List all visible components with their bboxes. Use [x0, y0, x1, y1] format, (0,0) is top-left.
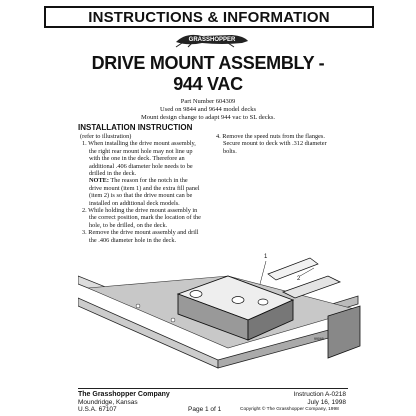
- figure-label-2: 2: [297, 276, 301, 282]
- grasshopper-logo: [172, 30, 252, 48]
- figure-label-1: 1: [264, 254, 268, 260]
- step-4: 4. Remove the speed nuts from the flanges. Secure mount to deck with .312 diameter bolts.: [216, 133, 327, 155]
- section-heading: INSTALLATION INSTRUCTION: [78, 123, 193, 132]
- company-country: U.S.A. 67107: [78, 406, 117, 414]
- note-label: NOTE:: [89, 177, 109, 185]
- logo-wordmark: GRASSHOPPER: [188, 37, 236, 43]
- part-number: Part Number 604309: [180, 98, 236, 105]
- footer-divider: [78, 388, 348, 389]
- instructions-right-column: [214, 133, 342, 155]
- note: [80, 177, 202, 207]
- footer-address: [78, 391, 170, 414]
- note-text: The reason for the notch in the drive mount (item 1) and the extra fill panel (item 2) is so that the drive mount can be installed on additional deck models.: [89, 177, 200, 207]
- banner-title: INSTRUCTIONS & INFORMATION: [88, 8, 330, 26]
- design-change: Mount design change to adapt 944 vac to SL decks.: [140, 114, 276, 121]
- company-city: Moundridge, Kansas: [78, 398, 138, 406]
- page-title-line2: 944 VAC: [173, 74, 243, 94]
- instructions-left-column: [80, 133, 202, 244]
- step-1: 1. When installing the drive mount assembly, the right rear mount hole may not line up with the one in the deck. Therefore an additional .406 diameter hole needs to be drilled in the deck.: [82, 140, 196, 178]
- drive-mount-illustration: [78, 236, 368, 376]
- figure-code: 99069: [314, 337, 324, 341]
- instruction-number: Instruction A-0218: [293, 391, 346, 398]
- used-on: Used on 9844 and 9644 model decks: [159, 106, 257, 113]
- header-banner: [44, 6, 374, 28]
- step-3: 3. Remove the drive mount assembly and drill the .406 diameter hole in the deck.: [82, 229, 199, 244]
- company-name: The Grasshopper Company: [78, 391, 170, 398]
- page-number: Page 1 of 1: [188, 406, 222, 413]
- intro-text: (refer to illustration): [80, 133, 132, 140]
- copyright-notice: Copyright © The Grasshopper Company, 1998: [240, 407, 339, 412]
- document-date: July 16, 1998: [307, 398, 346, 406]
- part-meta: [0, 98, 416, 122]
- step-2: 2. While holding the drive mount assembly in the correct position, mark the location of the hole, to be drilled, on the deck.: [82, 207, 201, 229]
- page-title-line1: DRIVE MOUNT ASSEMBLY -: [91, 53, 325, 73]
- footer-doc-info: [270, 391, 346, 406]
